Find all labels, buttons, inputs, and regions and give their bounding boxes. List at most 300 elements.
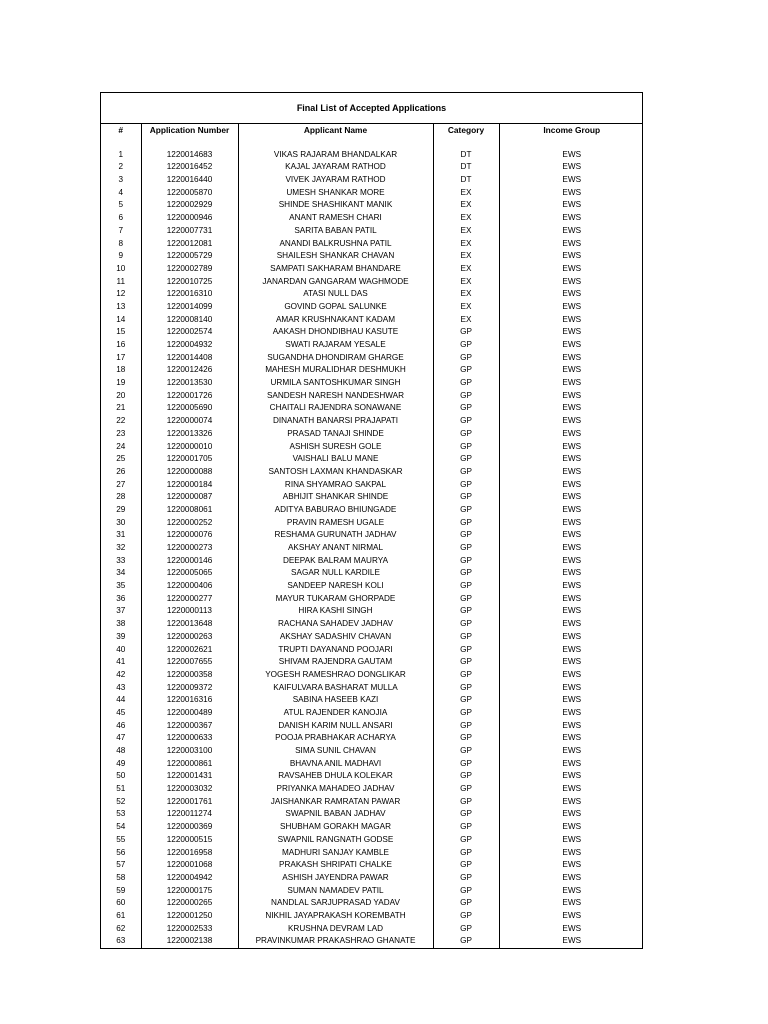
table-row bbox=[101, 364, 644, 377]
table-row bbox=[101, 796, 644, 809]
row-number-cell: 18 bbox=[101, 364, 141, 377]
income-group-cell: EWS bbox=[499, 377, 644, 390]
category-cell: EX bbox=[433, 301, 499, 314]
applicant-name-cell: RESHAMA GURUNATH JADHAV bbox=[238, 529, 433, 542]
applicant-name-cell: DEEPAK BALRAM MAURYA bbox=[238, 555, 433, 568]
row-number-cell: 5 bbox=[101, 199, 141, 212]
application-number-cell: 1220000184 bbox=[141, 479, 238, 492]
income-group-cell: EWS bbox=[499, 364, 644, 377]
application-number-cell: 1220002138 bbox=[141, 935, 238, 948]
row-number-cell: 32 bbox=[101, 542, 141, 555]
applicant-name-cell: MAHESH MURALIDHAR DESHMUKH bbox=[238, 364, 433, 377]
application-number-cell: 1220000273 bbox=[141, 542, 238, 555]
income-group-cell: EWS bbox=[499, 770, 644, 783]
category-cell: GP bbox=[433, 415, 499, 428]
table-row bbox=[101, 276, 644, 289]
applications-table bbox=[101, 124, 644, 948]
row-number-cell: 11 bbox=[101, 276, 141, 289]
table-row bbox=[101, 428, 644, 441]
category-cell: GP bbox=[433, 504, 499, 517]
table-row bbox=[101, 174, 644, 187]
applicant-name-cell: AMAR KRUSHNAKANT KADAM bbox=[238, 314, 433, 327]
table-row bbox=[101, 199, 644, 212]
applicant-name-cell: POOJA PRABHAKAR ACHARYA bbox=[238, 732, 433, 745]
row-number-cell: 57 bbox=[101, 859, 141, 872]
category-cell: EX bbox=[433, 276, 499, 289]
category-cell: GP bbox=[433, 808, 499, 821]
income-group-cell: EWS bbox=[499, 161, 644, 174]
application-number-cell: 1220000113 bbox=[141, 605, 238, 618]
table-row bbox=[101, 225, 644, 238]
applicant-name-cell: NIKHIL JAYAPRAKASH KOREMBATH bbox=[238, 910, 433, 923]
application-number-cell: 1220013530 bbox=[141, 377, 238, 390]
row-number-cell: 4 bbox=[101, 187, 141, 200]
row-number-cell: 2 bbox=[101, 161, 141, 174]
income-group-cell: EWS bbox=[499, 796, 644, 809]
row-number-cell: 56 bbox=[101, 847, 141, 860]
income-group-cell: EWS bbox=[499, 631, 644, 644]
category-cell: GP bbox=[433, 770, 499, 783]
category-cell: GP bbox=[433, 669, 499, 682]
table-row bbox=[101, 187, 644, 200]
row-number-cell: 53 bbox=[101, 808, 141, 821]
row-number-cell: 30 bbox=[101, 517, 141, 530]
income-group-cell: EWS bbox=[499, 555, 644, 568]
table-row bbox=[101, 720, 644, 733]
applicant-name-cell: UMESH SHANKAR MORE bbox=[238, 187, 433, 200]
row-number-cell: 58 bbox=[101, 872, 141, 885]
table-row bbox=[101, 326, 644, 339]
table-row bbox=[101, 517, 644, 530]
applicant-name-cell: JAISHANKAR RAMRATAN PAWAR bbox=[238, 796, 433, 809]
income-group-cell: EWS bbox=[499, 580, 644, 593]
table-row bbox=[101, 212, 644, 225]
application-number-cell: 1220014408 bbox=[141, 352, 238, 365]
category-cell: EX bbox=[433, 288, 499, 301]
income-group-cell: EWS bbox=[499, 491, 644, 504]
applicant-name-cell: ANANT RAMESH CHARI bbox=[238, 212, 433, 225]
income-group-cell: EWS bbox=[499, 479, 644, 492]
income-group-cell: EWS bbox=[499, 758, 644, 771]
application-number-cell: 1220005870 bbox=[141, 187, 238, 200]
income-group-cell: EWS bbox=[499, 707, 644, 720]
applicant-name-cell: JANARDAN GANGARAM WAGHMODE bbox=[238, 276, 433, 289]
row-number-cell: 24 bbox=[101, 441, 141, 454]
table-row bbox=[101, 707, 644, 720]
applicant-name-cell: GOVIND GOPAL SALUNKE bbox=[238, 301, 433, 314]
category-cell: GP bbox=[433, 720, 499, 733]
table-row bbox=[101, 555, 644, 568]
category-cell: GP bbox=[433, 326, 499, 339]
applicant-name-cell: MAYUR TUKARAM GHORPADE bbox=[238, 593, 433, 606]
table-row bbox=[101, 808, 644, 821]
income-group-cell: EWS bbox=[499, 415, 644, 428]
row-number-cell: 10 bbox=[101, 263, 141, 276]
application-number-cell: 1220000489 bbox=[141, 707, 238, 720]
header-category: Category bbox=[433, 124, 499, 137]
row-number-cell: 45 bbox=[101, 707, 141, 720]
category-cell: GP bbox=[433, 453, 499, 466]
application-number-cell: 1220001431 bbox=[141, 770, 238, 783]
table-row bbox=[101, 885, 644, 898]
table-body bbox=[101, 149, 644, 948]
table-row bbox=[101, 263, 644, 276]
income-group-cell: EWS bbox=[499, 859, 644, 872]
applicant-name-cell: ANANDI BALKRUSHNA PATIL bbox=[238, 238, 433, 251]
application-number-cell: 1220012426 bbox=[141, 364, 238, 377]
application-number-cell: 1220000263 bbox=[141, 631, 238, 644]
applicant-name-cell: PRAVIN RAMESH UGALE bbox=[238, 517, 433, 530]
income-group-cell: EWS bbox=[499, 593, 644, 606]
application-number-cell: 1220000946 bbox=[141, 212, 238, 225]
category-cell: GP bbox=[433, 707, 499, 720]
applicant-name-cell: RAVSAHEB DHULA KOLEKAR bbox=[238, 770, 433, 783]
application-number-cell: 1220001705 bbox=[141, 453, 238, 466]
category-cell: GP bbox=[433, 847, 499, 860]
income-group-cell: EWS bbox=[499, 453, 644, 466]
row-number-cell: 23 bbox=[101, 428, 141, 441]
application-number-cell: 1220016310 bbox=[141, 288, 238, 301]
income-group-cell: EWS bbox=[499, 872, 644, 885]
category-cell: GP bbox=[433, 441, 499, 454]
applicant-name-cell: BHAVNA ANIL MADHAVI bbox=[238, 758, 433, 771]
row-number-cell: 29 bbox=[101, 504, 141, 517]
category-cell: GP bbox=[433, 402, 499, 415]
application-number-cell: 1220000175 bbox=[141, 885, 238, 898]
income-group-cell: EWS bbox=[499, 314, 644, 327]
application-number-cell: 1220008061 bbox=[141, 504, 238, 517]
category-cell: GP bbox=[433, 631, 499, 644]
table-row bbox=[101, 682, 644, 695]
table-row bbox=[101, 238, 644, 251]
row-number-cell: 38 bbox=[101, 618, 141, 631]
applicant-name-cell: VIKAS RAJARAM BHANDALKAR bbox=[238, 149, 433, 162]
table-row bbox=[101, 402, 644, 415]
category-cell: GP bbox=[433, 466, 499, 479]
income-group-cell: EWS bbox=[499, 910, 644, 923]
table-row bbox=[101, 631, 644, 644]
income-group-cell: EWS bbox=[499, 897, 644, 910]
row-number-cell: 33 bbox=[101, 555, 141, 568]
applicant-name-cell: URMILA SANTOSHKUMAR SINGH bbox=[238, 377, 433, 390]
row-number-cell: 60 bbox=[101, 897, 141, 910]
application-number-cell: 1220011274 bbox=[141, 808, 238, 821]
category-cell: GP bbox=[433, 517, 499, 530]
row-number-cell: 20 bbox=[101, 390, 141, 403]
category-cell: GP bbox=[433, 364, 499, 377]
row-number-cell: 31 bbox=[101, 529, 141, 542]
applicant-name-cell: NANDLAL SARJUPRASAD YADAV bbox=[238, 897, 433, 910]
application-number-cell: 1220000515 bbox=[141, 834, 238, 847]
income-group-cell: EWS bbox=[499, 935, 644, 948]
category-cell: GP bbox=[433, 618, 499, 631]
applicant-name-cell: PRAKASH SHRIPATI CHALKE bbox=[238, 859, 433, 872]
income-group-cell: EWS bbox=[499, 428, 644, 441]
application-number-cell: 1220000369 bbox=[141, 821, 238, 834]
table-row bbox=[101, 161, 644, 174]
application-number-cell: 1220000088 bbox=[141, 466, 238, 479]
application-number-cell: 1220014099 bbox=[141, 301, 238, 314]
applicant-name-cell: DANISH KARIM NULL ANSARI bbox=[238, 720, 433, 733]
application-number-cell: 1220007655 bbox=[141, 656, 238, 669]
table-row bbox=[101, 897, 644, 910]
application-number-cell: 1220004942 bbox=[141, 872, 238, 885]
category-cell: EX bbox=[433, 314, 499, 327]
income-group-cell: EWS bbox=[499, 276, 644, 289]
row-number-cell: 40 bbox=[101, 644, 141, 657]
applicant-name-cell: SABINA HASEEB KAZI bbox=[238, 694, 433, 707]
income-group-cell: EWS bbox=[499, 441, 644, 454]
accepted-applications-sheet bbox=[100, 92, 643, 949]
category-cell: EX bbox=[433, 212, 499, 225]
income-group-cell: EWS bbox=[499, 783, 644, 796]
application-number-cell: 1220000076 bbox=[141, 529, 238, 542]
table-row bbox=[101, 504, 644, 517]
row-number-cell: 55 bbox=[101, 834, 141, 847]
applicant-name-cell: RINA SHYAMRAO SAKPAL bbox=[238, 479, 433, 492]
category-cell: GP bbox=[433, 390, 499, 403]
category-cell: GP bbox=[433, 821, 499, 834]
table-row bbox=[101, 758, 644, 771]
application-number-cell: 1220005729 bbox=[141, 250, 238, 263]
category-cell: EX bbox=[433, 199, 499, 212]
category-cell: GP bbox=[433, 872, 499, 885]
spacer-row bbox=[101, 137, 644, 149]
table-row bbox=[101, 872, 644, 885]
application-number-cell: 1220000074 bbox=[141, 415, 238, 428]
category-cell: GP bbox=[433, 428, 499, 441]
applicant-name-cell: PRIYANKA MAHADEO JADHAV bbox=[238, 783, 433, 796]
application-number-cell: 1220002574 bbox=[141, 326, 238, 339]
row-number-cell: 13 bbox=[101, 301, 141, 314]
table-row bbox=[101, 250, 644, 263]
income-group-cell: EWS bbox=[499, 466, 644, 479]
applicant-name-cell: KRUSHNA DEVRAM LAD bbox=[238, 923, 433, 936]
income-group-cell: EWS bbox=[499, 885, 644, 898]
category-cell: GP bbox=[433, 555, 499, 568]
income-group-cell: EWS bbox=[499, 821, 644, 834]
table-row bbox=[101, 834, 644, 847]
income-group-cell: EWS bbox=[499, 517, 644, 530]
category-cell: EX bbox=[433, 238, 499, 251]
applicant-name-cell: ASHISH JAYENDRA PAWAR bbox=[238, 872, 433, 885]
applicant-name-cell: SHUBHAM GORAKH MAGAR bbox=[238, 821, 433, 834]
applicant-name-cell: SIMA SUNIL CHAVAN bbox=[238, 745, 433, 758]
table-row bbox=[101, 618, 644, 631]
row-number-cell: 54 bbox=[101, 821, 141, 834]
income-group-cell: EWS bbox=[499, 720, 644, 733]
category-cell: GP bbox=[433, 796, 499, 809]
income-group-cell: EWS bbox=[499, 187, 644, 200]
applicant-name-cell: AKSHAY ANANT NIRMAL bbox=[238, 542, 433, 555]
row-number-cell: 19 bbox=[101, 377, 141, 390]
applicant-name-cell: SHINDE SHASHIKANT MANIK bbox=[238, 199, 433, 212]
row-number-cell: 61 bbox=[101, 910, 141, 923]
row-number-cell: 36 bbox=[101, 593, 141, 606]
income-group-cell: EWS bbox=[499, 618, 644, 631]
application-number-cell: 1220012081 bbox=[141, 238, 238, 251]
applicant-name-cell: ADITYA BABURAO BHIUNGADE bbox=[238, 504, 433, 517]
application-number-cell: 1220002533 bbox=[141, 923, 238, 936]
category-cell: GP bbox=[433, 834, 499, 847]
table-row bbox=[101, 301, 644, 314]
category-cell: GP bbox=[433, 758, 499, 771]
applicant-name-cell: SUGANDHA DHONDIRAM GHARGE bbox=[238, 352, 433, 365]
table-row bbox=[101, 580, 644, 593]
category-cell: DT bbox=[433, 149, 499, 162]
category-cell: GP bbox=[433, 935, 499, 948]
income-group-cell: EWS bbox=[499, 339, 644, 352]
income-group-cell: EWS bbox=[499, 390, 644, 403]
applicant-name-cell: SANDESH NARESH NANDESHWAR bbox=[238, 390, 433, 403]
applicant-name-cell: ATUL RAJENDER KANOJIA bbox=[238, 707, 433, 720]
row-number-cell: 7 bbox=[101, 225, 141, 238]
table-row bbox=[101, 694, 644, 707]
income-group-cell: EWS bbox=[499, 238, 644, 251]
applicant-name-cell: SHAILESH SHANKAR CHAVAN bbox=[238, 250, 433, 263]
category-cell: GP bbox=[433, 897, 499, 910]
application-number-cell: 1220001726 bbox=[141, 390, 238, 403]
table-row bbox=[101, 466, 644, 479]
income-group-cell: EWS bbox=[499, 529, 644, 542]
category-cell: GP bbox=[433, 542, 499, 555]
applicant-name-cell: SWAPNIL RANGNATH GODSE bbox=[238, 834, 433, 847]
row-number-cell: 17 bbox=[101, 352, 141, 365]
application-number-cell: 1220016452 bbox=[141, 161, 238, 174]
row-number-cell: 52 bbox=[101, 796, 141, 809]
row-number-cell: 34 bbox=[101, 567, 141, 580]
income-group-cell: EWS bbox=[499, 732, 644, 745]
row-number-cell: 27 bbox=[101, 479, 141, 492]
income-group-cell: EWS bbox=[499, 682, 644, 695]
category-cell: GP bbox=[433, 580, 499, 593]
table-row bbox=[101, 491, 644, 504]
application-number-cell: 1220000367 bbox=[141, 720, 238, 733]
row-number-cell: 26 bbox=[101, 466, 141, 479]
applicant-name-cell: VAISHALI BALU MANE bbox=[238, 453, 433, 466]
row-number-cell: 51 bbox=[101, 783, 141, 796]
application-number-cell: 1220000358 bbox=[141, 669, 238, 682]
category-cell: GP bbox=[433, 682, 499, 695]
row-number-cell: 12 bbox=[101, 288, 141, 301]
category-cell: GP bbox=[433, 352, 499, 365]
income-group-cell: EWS bbox=[499, 567, 644, 580]
application-number-cell: 1220008140 bbox=[141, 314, 238, 327]
applicant-name-cell: AAKASH DHONDIBHAU KASUTE bbox=[238, 326, 433, 339]
category-cell: GP bbox=[433, 694, 499, 707]
income-group-cell: EWS bbox=[499, 352, 644, 365]
income-group-cell: EWS bbox=[499, 694, 644, 707]
applicant-name-cell: TRUPTI DAYANAND POOJARI bbox=[238, 644, 433, 657]
application-number-cell: 1220013648 bbox=[141, 618, 238, 631]
application-number-cell: 1220000861 bbox=[141, 758, 238, 771]
applicant-name-cell: DINANATH BANARSI PRAJAPATI bbox=[238, 415, 433, 428]
row-number-cell: 25 bbox=[101, 453, 141, 466]
row-number-cell: 8 bbox=[101, 238, 141, 251]
applicant-name-cell: MADHURI SANJAY KAMBLE bbox=[238, 847, 433, 860]
table-row bbox=[101, 783, 644, 796]
row-number-cell: 50 bbox=[101, 770, 141, 783]
application-number-cell: 1220002621 bbox=[141, 644, 238, 657]
applicant-name-cell: SWATI RAJARAM YESALE bbox=[238, 339, 433, 352]
header-income-group: Income Group bbox=[499, 124, 644, 137]
row-number-cell: 1 bbox=[101, 149, 141, 162]
applicant-name-cell: ABHIJIT SHANKAR SHINDE bbox=[238, 491, 433, 504]
row-number-cell: 47 bbox=[101, 732, 141, 745]
table-row bbox=[101, 567, 644, 580]
table-row bbox=[101, 745, 644, 758]
category-cell: GP bbox=[433, 923, 499, 936]
table-row bbox=[101, 923, 644, 936]
application-number-cell: 1220000406 bbox=[141, 580, 238, 593]
applicant-name-cell: CHAITALI RAJENDRA SONAWANE bbox=[238, 402, 433, 415]
category-cell: GP bbox=[433, 745, 499, 758]
row-number-cell: 39 bbox=[101, 631, 141, 644]
applicant-name-cell: SUMAN NAMADEV PATIL bbox=[238, 885, 433, 898]
income-group-cell: EWS bbox=[499, 542, 644, 555]
income-group-cell: EWS bbox=[499, 504, 644, 517]
table-header bbox=[101, 124, 644, 137]
table-row bbox=[101, 314, 644, 327]
applicant-name-cell: SAMPATI SAKHARAM BHANDARE bbox=[238, 263, 433, 276]
income-group-cell: EWS bbox=[499, 605, 644, 618]
table-row bbox=[101, 352, 644, 365]
category-cell: DT bbox=[433, 161, 499, 174]
row-number-cell: 14 bbox=[101, 314, 141, 327]
category-cell: GP bbox=[433, 339, 499, 352]
category-cell: GP bbox=[433, 593, 499, 606]
table-row bbox=[101, 821, 644, 834]
application-number-cell: 1220001250 bbox=[141, 910, 238, 923]
category-cell: GP bbox=[433, 859, 499, 872]
income-group-cell: EWS bbox=[499, 923, 644, 936]
table-row bbox=[101, 288, 644, 301]
application-number-cell: 1220004932 bbox=[141, 339, 238, 352]
income-group-cell: EWS bbox=[499, 745, 644, 758]
applicant-name-cell: SAGAR NULL KARDILE bbox=[238, 567, 433, 580]
income-group-cell: EWS bbox=[499, 847, 644, 860]
table-row bbox=[101, 441, 644, 454]
table-row bbox=[101, 847, 644, 860]
header-application-number: Application Number bbox=[141, 124, 238, 137]
income-group-cell: EWS bbox=[499, 288, 644, 301]
income-group-cell: EWS bbox=[499, 301, 644, 314]
applicant-name-cell: ATASI NULL DAS bbox=[238, 288, 433, 301]
row-number-cell: 43 bbox=[101, 682, 141, 695]
applicant-name-cell: KAIFULVARA BASHARAT MULLA bbox=[238, 682, 433, 695]
row-number-cell: 41 bbox=[101, 656, 141, 669]
application-number-cell: 1220000010 bbox=[141, 441, 238, 454]
category-cell: GP bbox=[433, 885, 499, 898]
row-number-cell: 28 bbox=[101, 491, 141, 504]
application-number-cell: 1220005690 bbox=[141, 402, 238, 415]
category-cell: GP bbox=[433, 479, 499, 492]
table-row bbox=[101, 732, 644, 745]
table-row bbox=[101, 656, 644, 669]
category-cell: EX bbox=[433, 187, 499, 200]
row-number-cell: 46 bbox=[101, 720, 141, 733]
category-cell: EX bbox=[433, 250, 499, 263]
row-number-cell: 16 bbox=[101, 339, 141, 352]
row-number-cell: 37 bbox=[101, 605, 141, 618]
category-cell: GP bbox=[433, 783, 499, 796]
applicant-name-cell: SARITA BABAN PATIL bbox=[238, 225, 433, 238]
application-number-cell: 1220001068 bbox=[141, 859, 238, 872]
category-cell: DT bbox=[433, 174, 499, 187]
header-number: # bbox=[101, 124, 141, 137]
income-group-cell: EWS bbox=[499, 212, 644, 225]
table-row bbox=[101, 935, 644, 948]
